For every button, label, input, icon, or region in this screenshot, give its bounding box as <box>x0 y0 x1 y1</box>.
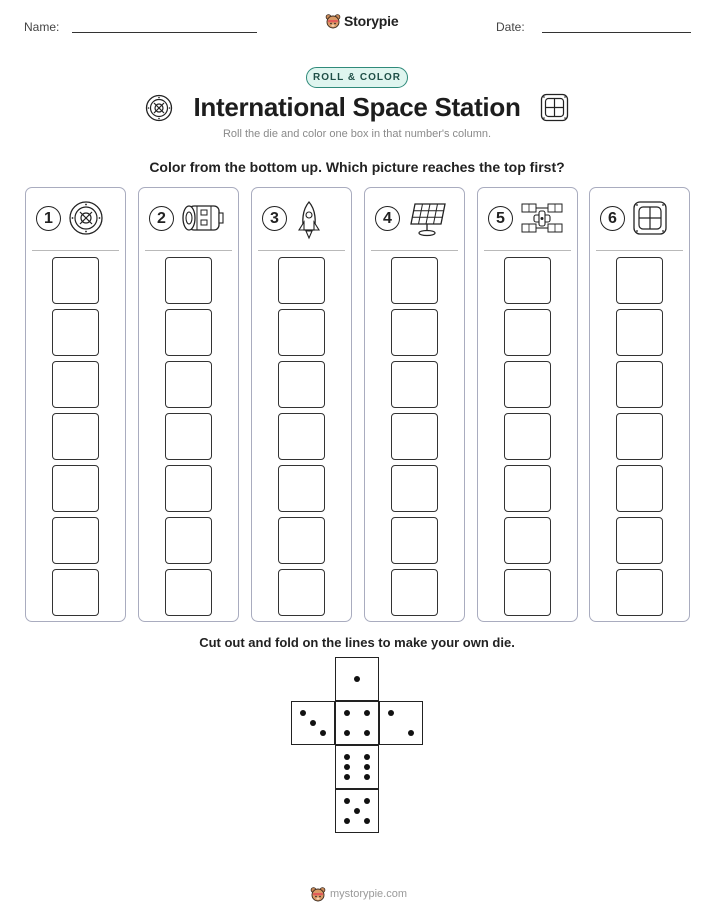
color-box[interactable] <box>616 465 663 512</box>
die-face-2 <box>379 701 423 745</box>
die-pip <box>364 774 370 780</box>
color-box[interactable] <box>52 517 99 564</box>
color-box[interactable] <box>278 309 325 356</box>
column-6 <box>589 187 690 622</box>
color-box[interactable] <box>165 517 212 564</box>
die-pip <box>364 818 370 824</box>
die-pip <box>388 710 394 716</box>
die-face-1 <box>335 657 379 701</box>
color-box[interactable] <box>504 517 551 564</box>
color-box[interactable] <box>391 257 438 304</box>
column-header <box>365 188 464 250</box>
rocket-icon <box>294 200 324 240</box>
column-divider <box>32 250 119 251</box>
die-pip <box>354 676 360 682</box>
name-line[interactable] <box>72 32 257 33</box>
solar-panel-icon <box>407 200 449 238</box>
color-box[interactable] <box>391 517 438 564</box>
color-box[interactable] <box>165 413 212 460</box>
bear-mascot-icon <box>325 13 341 29</box>
column-header <box>26 188 125 250</box>
brand-logo <box>325 13 398 29</box>
column-4 <box>364 187 465 622</box>
station-window-icon <box>540 93 569 122</box>
column-number: 6 <box>600 206 625 231</box>
color-box[interactable] <box>165 361 212 408</box>
die-pip <box>364 754 370 760</box>
die-face-5 <box>335 789 379 833</box>
die-pip <box>408 730 414 736</box>
column-2 <box>138 187 239 622</box>
date-label: Date: <box>496 20 525 34</box>
color-box[interactable] <box>52 361 99 408</box>
porthole-hatch-icon <box>68 200 104 236</box>
date-line[interactable] <box>542 32 691 33</box>
die-pip <box>364 798 370 804</box>
color-box[interactable] <box>616 413 663 460</box>
color-box[interactable] <box>52 257 99 304</box>
column-header <box>252 188 351 250</box>
column-1 <box>25 187 126 622</box>
color-box[interactable] <box>278 569 325 616</box>
color-box[interactable] <box>165 309 212 356</box>
die-pip <box>344 710 350 716</box>
die-pip <box>344 774 350 780</box>
die-pip <box>364 710 370 716</box>
column-header <box>478 188 577 250</box>
space-station-icon <box>520 200 564 238</box>
station-module-icon <box>181 200 227 236</box>
color-box[interactable] <box>616 569 663 616</box>
column-number: 5 <box>488 206 513 231</box>
station-window-icon <box>632 200 668 236</box>
die-pip <box>300 710 306 716</box>
footer-url: mystorypie.com <box>330 888 408 900</box>
color-box[interactable] <box>52 569 99 616</box>
color-box[interactable] <box>391 465 438 512</box>
color-box[interactable] <box>165 569 212 616</box>
color-box[interactable] <box>504 361 551 408</box>
color-box[interactable] <box>278 361 325 408</box>
color-box[interactable] <box>616 361 663 408</box>
column-header <box>139 188 238 250</box>
column-number: 4 <box>375 206 400 231</box>
color-box[interactable] <box>504 309 551 356</box>
die-face-4 <box>335 701 379 745</box>
column-3 <box>251 187 352 622</box>
die-face-3 <box>291 701 335 745</box>
color-box[interactable] <box>52 413 99 460</box>
column-divider <box>371 250 458 251</box>
bear-mascot-icon <box>310 886 326 902</box>
die-pip <box>364 764 370 770</box>
die-pip <box>354 808 360 814</box>
color-box[interactable] <box>504 257 551 304</box>
color-box[interactable] <box>52 465 99 512</box>
color-box[interactable] <box>504 413 551 460</box>
color-box[interactable] <box>278 413 325 460</box>
color-box[interactable] <box>391 361 438 408</box>
color-box[interactable] <box>278 257 325 304</box>
color-box[interactable] <box>504 465 551 512</box>
brand-name: Storypie <box>344 13 399 29</box>
color-box[interactable] <box>504 569 551 616</box>
color-box[interactable] <box>165 257 212 304</box>
die-pip <box>344 798 350 804</box>
column-5 <box>477 187 578 622</box>
column-divider <box>258 250 345 251</box>
color-box[interactable] <box>391 413 438 460</box>
column-number: 2 <box>149 206 174 231</box>
die-caption: Cut out and fold on the lines to make your own die. <box>199 635 515 650</box>
color-box[interactable] <box>52 309 99 356</box>
subtitle: Roll the die and color one box in that number's column. <box>222 128 492 140</box>
color-box[interactable] <box>391 309 438 356</box>
activity-tag: ROLL & COLOR <box>306 67 408 88</box>
name-label: Name: <box>24 20 60 34</box>
die-pip <box>364 730 370 736</box>
color-box[interactable] <box>616 257 663 304</box>
column-header <box>590 188 689 250</box>
instruction: Color from the bottom up. Which picture reaches the top first? <box>149 159 565 175</box>
page-title: International Space Station <box>193 92 521 122</box>
column-number: 3 <box>262 206 287 231</box>
die-pip <box>344 764 350 770</box>
die-pip <box>344 754 350 760</box>
die-pip <box>344 730 350 736</box>
die-face-6 <box>335 745 379 789</box>
die-pip <box>310 720 316 726</box>
color-box[interactable] <box>278 465 325 512</box>
footer <box>310 886 407 902</box>
color-box[interactable] <box>616 309 663 356</box>
color-box[interactable] <box>165 465 212 512</box>
color-box[interactable] <box>391 569 438 616</box>
column-number: 1 <box>36 206 61 231</box>
color-box[interactable] <box>278 517 325 564</box>
column-divider <box>145 250 232 251</box>
column-divider <box>596 250 683 251</box>
die-pip <box>320 730 326 736</box>
die-pip <box>344 818 350 824</box>
color-box[interactable] <box>616 517 663 564</box>
column-divider <box>484 250 571 251</box>
